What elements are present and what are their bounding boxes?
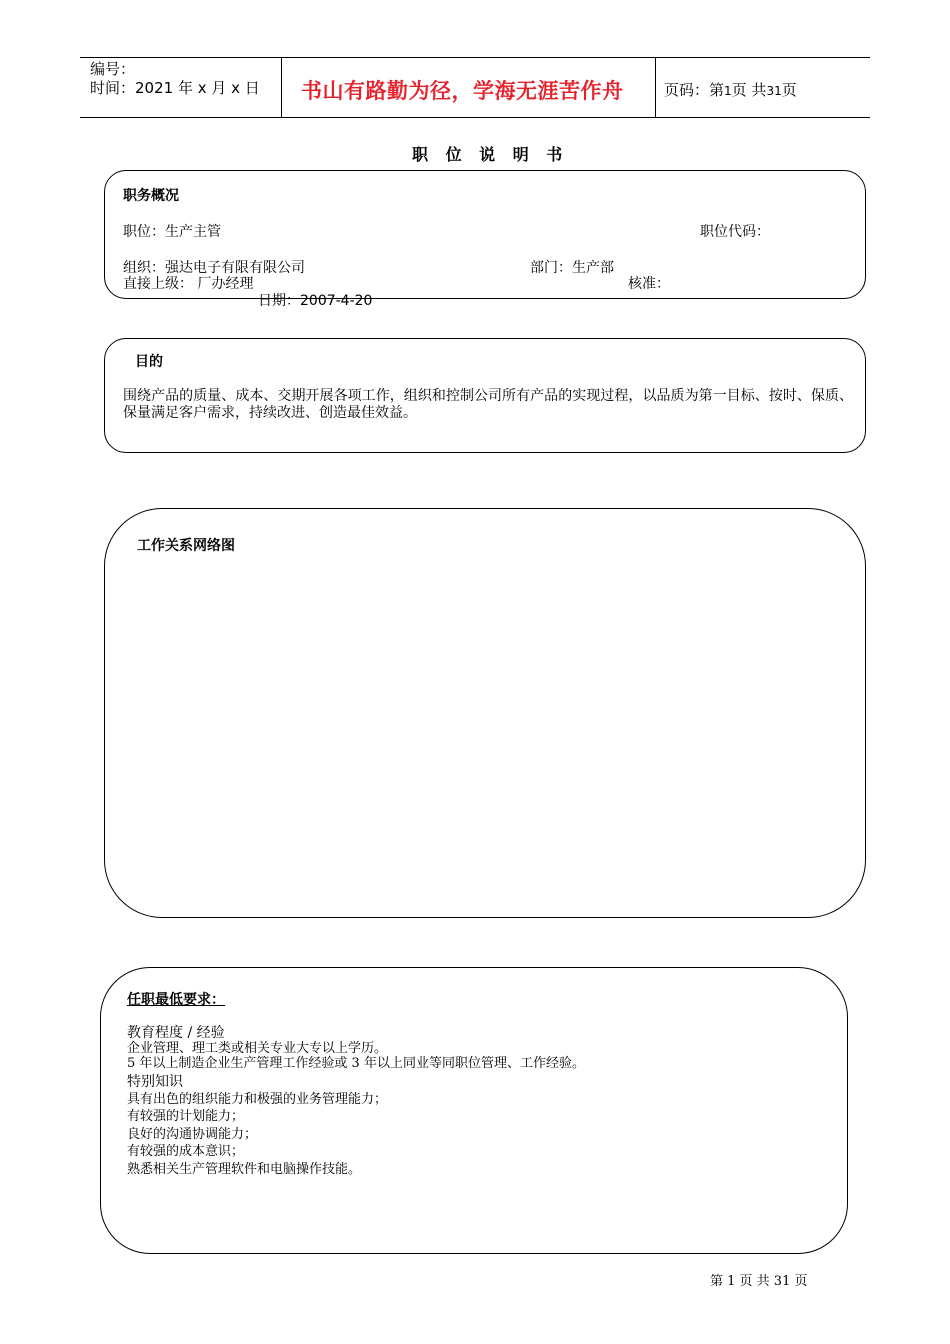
overview-department: 部门：生产部: [530, 260, 614, 276]
education-item-1: 企业管理、理工类或相关专业大专以上学历。: [127, 1041, 388, 1056]
header-page-mid: 页 共: [731, 81, 767, 99]
overview-position: 职位：生产主管: [123, 224, 221, 240]
header-divider-left: [281, 57, 282, 117]
knowledge-item-1: 具有出色的组织能力和极强的业务管理能力；: [127, 1092, 388, 1107]
page-footer: 第 1 页 共 31 页: [710, 1274, 808, 1289]
education-label: 教育程度 / 经验: [127, 1025, 225, 1041]
header-total-pages: 31: [766, 84, 782, 98]
network-heading: 工作关系网络图: [137, 538, 235, 554]
purpose-heading: 目的: [135, 354, 163, 370]
header-page-prefix: 页码：第: [664, 81, 725, 99]
purpose-text: 围绕产品的质量、成本、交期开展各项工作，组织和控制公司所有产品的实现过程，以品质为第一目标、按时、保质、保量满足客户需求，持续改进、创造最佳效益。: [123, 388, 853, 421]
document-title: 职 位 说 明 书: [412, 145, 569, 164]
header-page-number: 1: [724, 84, 732, 98]
overview-heading: 职务概况: [123, 188, 179, 204]
header-top-rule: [80, 57, 870, 58]
header-page-suffix: 页: [781, 81, 797, 99]
knowledge-item-3: 良好的沟通协调能力；: [127, 1127, 258, 1142]
overview-date: 日期：2007-4-20: [258, 293, 373, 309]
requirements-heading: 任职最低要求：: [127, 992, 225, 1008]
overview-organization: 组织：强达电子有限有限公司: [123, 260, 305, 276]
overview-supervisor: 直接上级： 厂办经理: [123, 276, 254, 292]
knowledge-item-4: 有较强的成本意识；: [127, 1144, 245, 1159]
network-box: [104, 508, 866, 918]
header-motto: 书山有路勤为径，学海无涯苦作舟: [301, 79, 624, 103]
header-time-label: 时间：2021 年 x 月 x 日: [90, 79, 260, 97]
header-divider-right: [655, 57, 656, 117]
header-number-label: 编号：: [90, 60, 136, 78]
knowledge-item-5: 熟悉相关生产管理软件和电脑操作技能。: [127, 1162, 362, 1177]
header-page-info: [664, 79, 797, 100]
knowledge-item-2: 有较强的计划能力；: [127, 1109, 245, 1124]
knowledge-label: 特别知识: [127, 1074, 183, 1090]
overview-position-code: 职位代码：: [700, 224, 770, 240]
header-bottom-rule: [80, 117, 870, 118]
education-item-2: 5 年以上制造企业生产管理工作经验或 3 年以上同业等同职位管理、工作经验。: [127, 1056, 585, 1071]
overview-approval: 核准：: [628, 276, 670, 292]
